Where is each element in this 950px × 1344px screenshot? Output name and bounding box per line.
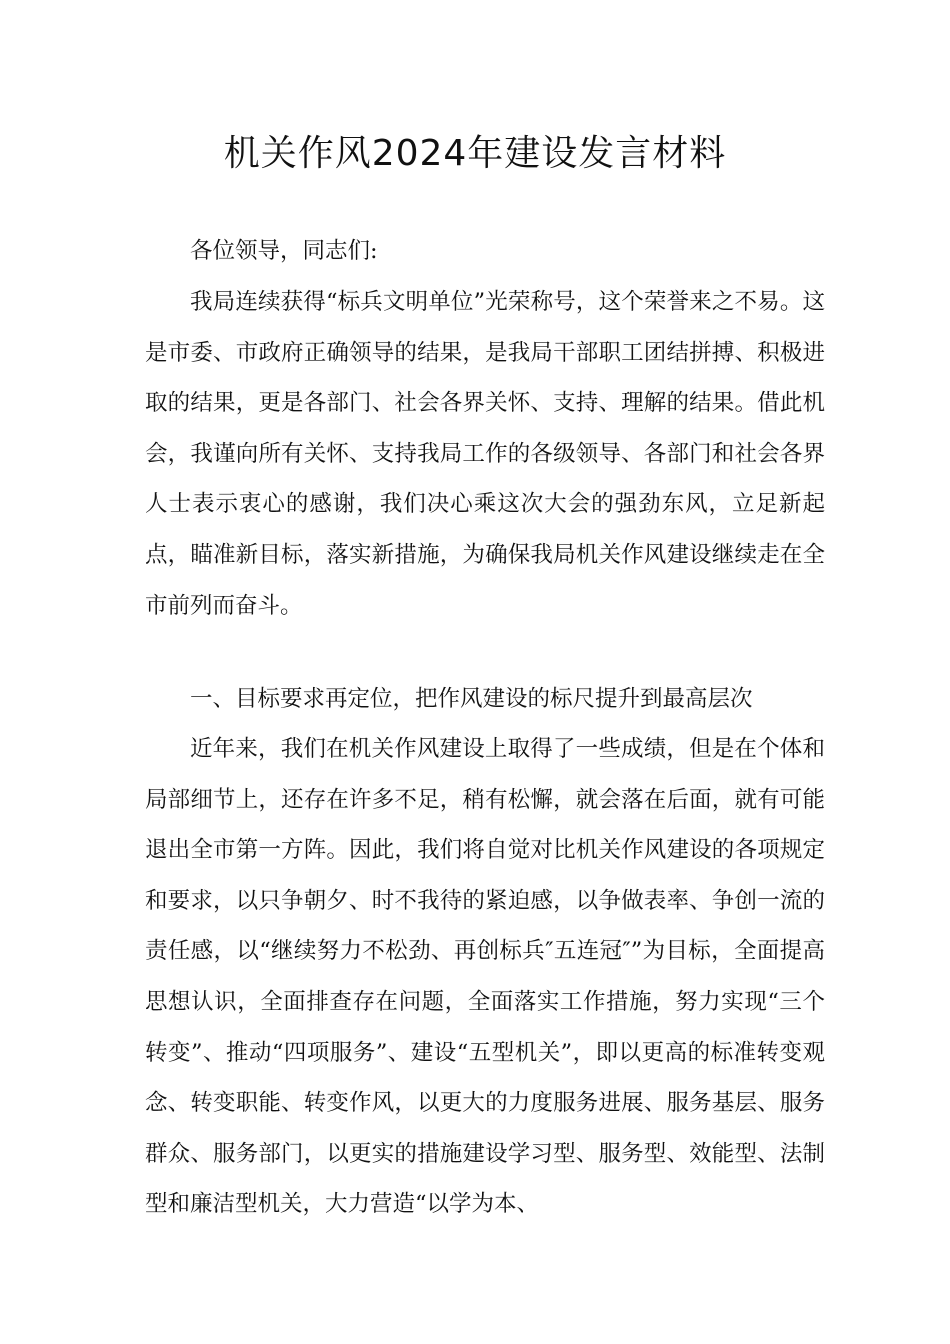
paragraph-2: 近年来，我们在机关作风建设上取得了一些成绩，但是在个体和局部细节上，还存在许多不足，稍有松懈，就会落在后面，就有可能退出全市第一方阵。因此，我们将自觉对比机关作风建设的各项规定和要求，以只争朝夕、时不我待的紧迫感，以争做表率、争创一流的责任感，以“继续努力不松劲、再创标兵″五连冠″”为目标，全面提高思想认识，全面排查存在问题，全面落实工作措施，努力实现“三个转变”、推动“四项服务”、建设“五型机关”，即以更高的标准转变观念、转变职能、转变作风，以更大的力度服务进展、服务基层、服务群众、服务部门，以更实的措施建设学习型、服务型、效能型、法制型和廉洁型机关，大力营造“以学为本、 [145, 736, 825, 1218]
document-title: 机关作风2024年建设发言材料 [223, 133, 727, 174]
paragraph-1: 我局连续获得“标兵文明单位”光荣称号，这个荣誉来之不易。这是市委、市政府正确领导的结果，是我局干部职工团结拼搏、积极进取的结果，更是各部门、社会各界关怀、支持、理解的结果。借此机会，我谨向所有关怀、支持我局工作的各级领导、各部门和社会各界人士表示衷心的感谢，我们决心乘这次大会的强劲东风，立足新起点，瞄准新目标，落实新措施，为确保我局机关作风建设继续走在全市前列而奋斗。 [145, 289, 825, 619]
salutation: 各位领导，同志们: [190, 238, 378, 264]
section-heading-1: 一、目标要求再定位，把作风建设的标尺提升到最高层次 [190, 686, 753, 712]
